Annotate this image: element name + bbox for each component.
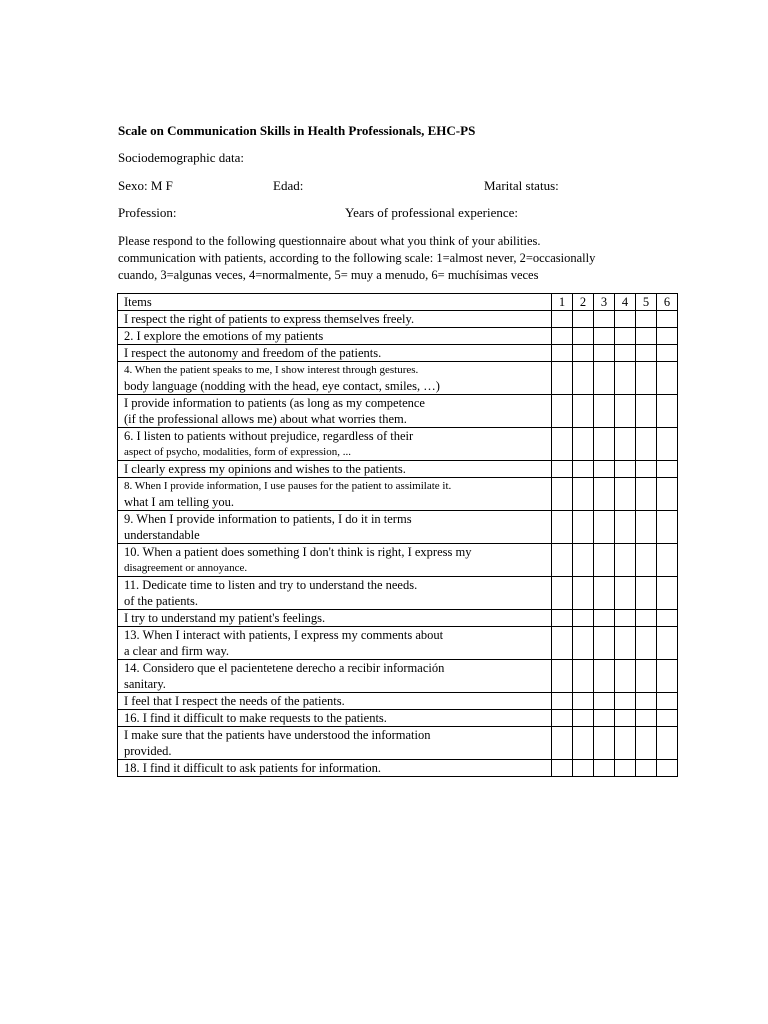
- scale-header-6: 6: [657, 294, 678, 311]
- item-text: [118, 660, 552, 693]
- rating-cell-3[interactable]: [594, 478, 615, 511]
- instructions-line: communication with patients, according to the following scale: 1=almost never, 2=occasionally: [118, 251, 596, 265]
- rating-cell-4[interactable]: [615, 577, 636, 610]
- table-row: [118, 345, 678, 362]
- item-text-line: 10. When a patient does something I don't think is right, I express my: [124, 545, 472, 559]
- rating-cell-1[interactable]: [552, 610, 573, 627]
- item-text: [118, 727, 552, 760]
- rating-cell-2[interactable]: [573, 660, 594, 693]
- rating-cell-2[interactable]: [573, 577, 594, 610]
- rating-cell-5[interactable]: [636, 544, 657, 577]
- rating-cell-2[interactable]: [573, 710, 594, 727]
- rating-cell-4[interactable]: [615, 610, 636, 627]
- item-text: [118, 461, 552, 478]
- item-text: [118, 577, 552, 610]
- table-row: [118, 544, 678, 577]
- sociodemographic-label: Sociodemographic data:: [118, 150, 244, 165]
- rating-cell-4[interactable]: [615, 461, 636, 478]
- marital-status-field: Marital status:: [484, 178, 559, 193]
- rating-cell-5[interactable]: [636, 577, 657, 610]
- rating-cell-5[interactable]: [636, 395, 657, 428]
- item-text: [118, 511, 552, 544]
- item-text: [118, 362, 552, 395]
- item-text-line: of the patients.: [124, 594, 198, 608]
- table-row: [118, 577, 678, 610]
- sexo-field: Sexo: M F: [118, 178, 173, 193]
- table-row: [118, 627, 678, 660]
- item-text-line: 13. When I interact with patients, I express my comments about: [124, 628, 444, 642]
- item-text-line: I try to understand my patient's feelings.: [124, 611, 326, 625]
- item-text: [118, 345, 552, 362]
- rating-cell-1[interactable]: [552, 577, 573, 610]
- rating-cell-5[interactable]: [636, 362, 657, 395]
- rating-cell-5[interactable]: [636, 311, 657, 328]
- rating-cell-2[interactable]: [573, 610, 594, 627]
- rating-cell-2[interactable]: [573, 544, 594, 577]
- rating-cell-3[interactable]: [594, 710, 615, 727]
- rating-cell-4[interactable]: [615, 328, 636, 345]
- rating-cell-1[interactable]: [552, 511, 573, 544]
- item-text-line: 2. I explore the emotions of my patients: [124, 329, 324, 343]
- item-text-line: 6. I listen to patients without prejudice, regardless of their: [124, 429, 414, 443]
- item-text-line: aspect of psycho, modalities, form of expression, ...: [124, 446, 351, 458]
- rating-cell-4[interactable]: [615, 478, 636, 511]
- item-text: [118, 311, 552, 328]
- item-text-line: what I am telling you.: [124, 495, 235, 509]
- rating-cell-6[interactable]: [657, 478, 678, 511]
- instructions-line: Please respond to the following questionnaire about what you think of your abilities.: [118, 234, 541, 248]
- item-text-line: 11. Dedicate time to listen and try to understand the needs.: [124, 578, 418, 592]
- item-text-line: 9. When I provide information to patients, I do it in terms: [124, 512, 412, 526]
- table-row: [118, 710, 678, 727]
- rating-cell-1[interactable]: [552, 345, 573, 362]
- rating-cell-5[interactable]: [636, 710, 657, 727]
- rating-cell-1[interactable]: [552, 627, 573, 660]
- rating-cell-2[interactable]: [573, 478, 594, 511]
- rating-cell-6[interactable]: [657, 461, 678, 478]
- rating-cell-3[interactable]: [594, 610, 615, 627]
- rating-cell-2[interactable]: [573, 727, 594, 760]
- item-text-line: 14. Considero que el pacientetene derecho a recibir información: [124, 661, 445, 675]
- table-row: [118, 395, 678, 428]
- rating-cell-5[interactable]: [636, 727, 657, 760]
- item-text-line: I respect the right of patients to express themselves freely.: [124, 312, 415, 326]
- table-row: [118, 727, 678, 760]
- rating-cell-3[interactable]: [594, 461, 615, 478]
- edad-field: Edad:: [273, 178, 304, 193]
- rating-cell-5[interactable]: [636, 345, 657, 362]
- rating-cell-2[interactable]: [573, 693, 594, 710]
- rating-cell-3[interactable]: [594, 428, 615, 461]
- rating-cell-1[interactable]: [552, 311, 573, 328]
- instructions-line: cuando, 3=algunas veces, 4=normalmente, 5= muy a menudo, 6= muchísimas veces: [118, 268, 539, 282]
- table-row: [118, 610, 678, 627]
- rating-cell-3[interactable]: [594, 577, 615, 610]
- rating-cell-3[interactable]: [594, 328, 615, 345]
- items-header: Items: [118, 294, 552, 311]
- rating-cell-4[interactable]: [615, 511, 636, 544]
- scale-header-1: 1: [552, 294, 573, 311]
- rating-cell-4[interactable]: [615, 544, 636, 577]
- rating-cell-6[interactable]: [657, 693, 678, 710]
- rating-cell-5[interactable]: [636, 627, 657, 660]
- rating-cell-4[interactable]: [615, 693, 636, 710]
- rating-cell-5[interactable]: [636, 760, 657, 777]
- rating-cell-4[interactable]: [615, 660, 636, 693]
- item-text: [118, 760, 552, 777]
- item-text-line: I respect the autonomy and freedom of the patients.: [124, 346, 382, 360]
- item-text-line: 8. When I provide information, I use pauses for the patient to assimilate it.: [124, 480, 452, 492]
- rating-cell-3[interactable]: [594, 511, 615, 544]
- communication-skills-table: [117, 293, 678, 777]
- rating-cell-5[interactable]: [636, 511, 657, 544]
- item-text-line: I clearly express my opinions and wishes to the patients.: [124, 462, 406, 476]
- rating-cell-1[interactable]: [552, 478, 573, 511]
- rating-cell-1[interactable]: [552, 362, 573, 395]
- rating-cell-6[interactable]: [657, 577, 678, 610]
- item-text-line: 16. I find it difficult to make requests to the patients.: [124, 711, 387, 725]
- rating-cell-3[interactable]: [594, 362, 615, 395]
- rating-cell-6[interactable]: [657, 311, 678, 328]
- rating-cell-3[interactable]: [594, 544, 615, 577]
- rating-cell-4[interactable]: [615, 710, 636, 727]
- rating-cell-1[interactable]: [552, 395, 573, 428]
- item-text: [118, 428, 552, 461]
- item-text: [118, 627, 552, 660]
- item-text-line: disagreement or annoyance.: [124, 562, 248, 574]
- item-text-line: 18. I find it difficult to ask patients for information.: [124, 761, 382, 775]
- rating-cell-6[interactable]: [657, 760, 678, 777]
- rating-cell-5[interactable]: [636, 478, 657, 511]
- rating-cell-5[interactable]: [636, 328, 657, 345]
- rating-cell-6[interactable]: [657, 660, 678, 693]
- table-row: [118, 362, 678, 395]
- item-text-line: a clear and firm way.: [124, 644, 230, 658]
- item-text: [118, 395, 552, 428]
- table-header-row: [118, 294, 678, 311]
- rating-cell-3[interactable]: [594, 311, 615, 328]
- table-row: [118, 660, 678, 693]
- table-row: [118, 328, 678, 345]
- rating-cell-1[interactable]: [552, 428, 573, 461]
- rating-cell-5[interactable]: [636, 610, 657, 627]
- rating-cell-4[interactable]: [615, 428, 636, 461]
- table-row: [118, 478, 678, 511]
- rating-cell-3[interactable]: [594, 627, 615, 660]
- item-text-line: provided.: [124, 744, 172, 758]
- table-row: [118, 511, 678, 544]
- rating-cell-1[interactable]: [552, 727, 573, 760]
- table-row: [118, 461, 678, 478]
- rating-cell-6[interactable]: [657, 544, 678, 577]
- item-text: [118, 693, 552, 710]
- rating-cell-4[interactable]: [615, 362, 636, 395]
- rating-cell-5[interactable]: [636, 660, 657, 693]
- rating-cell-6[interactable]: [657, 710, 678, 727]
- rating-cell-3[interactable]: [594, 760, 615, 777]
- rating-cell-1[interactable]: [552, 660, 573, 693]
- scale-header-4: 4: [615, 294, 636, 311]
- rating-cell-2[interactable]: [573, 311, 594, 328]
- rating-cell-1[interactable]: [552, 544, 573, 577]
- item-text: [118, 710, 552, 727]
- item-text-line: I make sure that the patients have understood the information: [124, 728, 431, 742]
- rating-cell-6[interactable]: [657, 511, 678, 544]
- rating-cell-6[interactable]: [657, 627, 678, 660]
- item-text: [118, 478, 552, 511]
- rating-cell-2[interactable]: [573, 511, 594, 544]
- rating-cell-2[interactable]: [573, 328, 594, 345]
- item-text-line: understandable: [124, 528, 200, 542]
- item-text-line: 4. When the patient speaks to me, I show interest through gestures.: [124, 364, 419, 376]
- table-row: [118, 428, 678, 461]
- rating-cell-6[interactable]: [657, 610, 678, 627]
- rating-cell-3[interactable]: [594, 395, 615, 428]
- instructions-paragraph: [118, 233, 678, 284]
- rating-cell-2[interactable]: [573, 461, 594, 478]
- scale-header-3: 3: [594, 294, 615, 311]
- rating-cell-6[interactable]: [657, 328, 678, 345]
- rating-cell-3[interactable]: [594, 693, 615, 710]
- item-text: [118, 544, 552, 577]
- table-row: [118, 760, 678, 777]
- rating-cell-4[interactable]: [615, 311, 636, 328]
- rating-cell-2[interactable]: [573, 362, 594, 395]
- rating-cell-2[interactable]: [573, 395, 594, 428]
- item-text: [118, 610, 552, 627]
- rating-cell-4[interactable]: [615, 727, 636, 760]
- rating-cell-6[interactable]: [657, 727, 678, 760]
- rating-cell-5[interactable]: [636, 693, 657, 710]
- rating-cell-1[interactable]: [552, 693, 573, 710]
- rating-cell-4[interactable]: [615, 627, 636, 660]
- rating-cell-1[interactable]: [552, 461, 573, 478]
- rating-cell-1[interactable]: [552, 328, 573, 345]
- rating-cell-4[interactable]: [615, 395, 636, 428]
- item-text: [118, 328, 552, 345]
- rating-cell-6[interactable]: [657, 345, 678, 362]
- item-text-line: (if the professional allows me) about what worries them.: [124, 412, 407, 426]
- profession-field: Profession:: [118, 205, 177, 220]
- item-text-line: body language (nodding with the head, eye contact, smiles, …): [124, 379, 440, 393]
- table-row: [118, 693, 678, 710]
- rating-cell-2[interactable]: [573, 345, 594, 362]
- rating-cell-6[interactable]: [657, 395, 678, 428]
- years-experience-field: Years of professional experience:: [345, 205, 519, 220]
- rating-cell-4[interactable]: [615, 345, 636, 362]
- rating-cell-3[interactable]: [594, 345, 615, 362]
- rating-cell-2[interactable]: [573, 627, 594, 660]
- rating-cell-2[interactable]: [573, 760, 594, 777]
- rating-cell-3[interactable]: [594, 727, 615, 760]
- rating-cell-3[interactable]: [594, 660, 615, 693]
- rating-cell-6[interactable]: [657, 362, 678, 395]
- item-text-line: sanitary.: [124, 677, 166, 691]
- rating-cell-6[interactable]: [657, 428, 678, 461]
- item-text-line: I feel that I respect the needs of the patients.: [124, 694, 345, 708]
- item-text-line: I provide information to patients (as long as my competence: [124, 396, 425, 410]
- rating-cell-5[interactable]: [636, 428, 657, 461]
- rating-cell-1[interactable]: [552, 760, 573, 777]
- document-title: Scale on Communication Skills in Health Professionals, EHC-PS: [118, 123, 476, 138]
- rating-cell-5[interactable]: [636, 461, 657, 478]
- scale-header-2: 2: [573, 294, 594, 311]
- rating-cell-1[interactable]: [552, 710, 573, 727]
- rating-cell-2[interactable]: [573, 428, 594, 461]
- scale-header-5: 5: [636, 294, 657, 311]
- rating-cell-4[interactable]: [615, 760, 636, 777]
- table-row: [118, 311, 678, 328]
